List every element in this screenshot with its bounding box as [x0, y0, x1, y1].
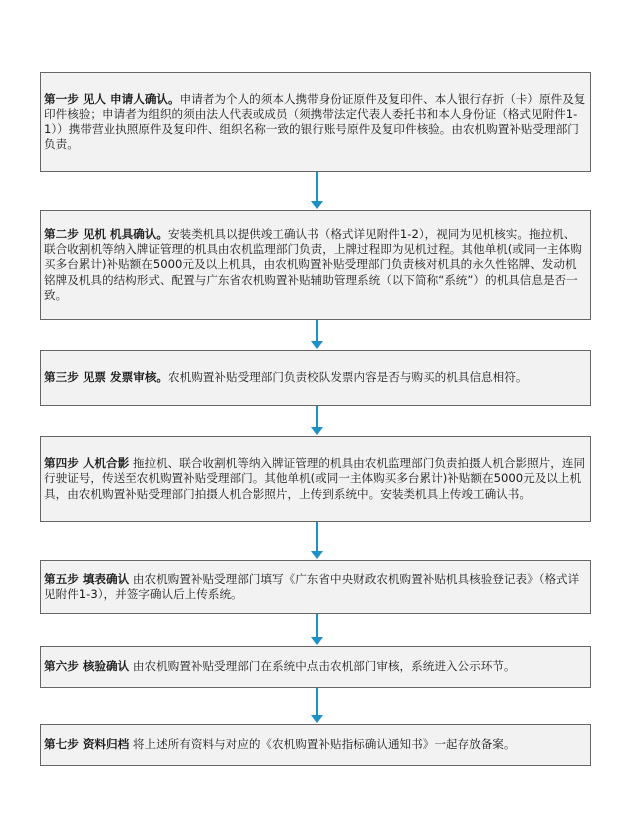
step-7-title: 第七步 资料归档 [44, 737, 130, 752]
step-1-title: 第一步 见人 申请人确认。 [44, 91, 180, 106]
step-7-text: 将上述所有资料与对应的《农机购置补贴指标确认通知书》一起存放备案。 [129, 737, 516, 752]
step-2-text: 安装类机具以提供竣工确认书（格式详见附件1-2），视同为见机核实。拖拉机、联合收割机等纳入牌证管理的机具由农机监理部门负责，上牌过程即为见机过程。其他单机(或同一主体购买多台累计)补贴额在5000元及以上机具，由农机购置补贴受理部门负责核对机具的永久性铭牌、发动机铭牌及机具的结构形式、配置与广东省农机购置补贴辅助管理系统（以下简称“系统”）的机具信息是否一致。 [44, 226, 582, 302]
step-5-text: 由农机购置补贴受理部门填写《广东省中央财政农机购置补贴机具核验登记表》（格式详见附件1-3），并签字确认后上传系统。 [44, 571, 580, 601]
step-4-title: 第四步 人机合影 [44, 456, 130, 471]
step-3-title: 第三步 见票 发票审核。 [44, 370, 169, 385]
step-6-text: 由农机购置补贴受理部门在系统中点击农机部门审核，系统进入公示环节。 [129, 659, 516, 674]
arrow-1-to-2 [310, 172, 324, 210]
step-2-title: 第二步 见机 机具确认。 [44, 226, 169, 241]
step-6-box [40, 646, 591, 688]
step-1-box [40, 72, 591, 172]
step-3-text: 农机购置补贴受理部门负责校队发票内容是否与购买的机具信息相符。 [168, 370, 528, 385]
step-4-box [40, 436, 591, 522]
arrow-3-to-4 [310, 406, 324, 436]
arrow-6-to-7 [310, 688, 324, 724]
step-6-title: 第六步 核验确认 [44, 659, 130, 674]
step-5-box [40, 560, 591, 614]
step-4-text: 拖拉机、联合收割机等纳入牌证管理的机具由农机监理部门负责拍摄人机合影照片，连同行驶证号，传送至农机购置补贴受理部门。其他单机(或同一主体购买多台累计)补贴额在5000元及以上机具，由农机购置补贴受理部门拍摄人机合影照片，上传到系统中。安装类机具上传竣工确认书。 [44, 456, 586, 501]
arrow-2-to-3 [310, 320, 324, 350]
step-2-box [40, 210, 591, 320]
step-7-box [40, 724, 591, 766]
step-1-text: 申请者为个人的须本人携带身份证原件及复印件、本人银行存折（卡）原件及复印件核验；申请者为组织的须由法人代表或成员（须携带法定代表人委托书和本人身份证（格式见附件1-1））携带营业执照原件及复印件、组织名称一致的银行账号原件及复印件核验。由农机购置补贴受理部门负责。 [44, 91, 586, 152]
arrow-4-to-5 [310, 522, 324, 560]
step-5-title: 第五步 填表确认 [44, 571, 130, 586]
step-3-box [40, 350, 591, 406]
arrow-5-to-6 [310, 614, 324, 646]
